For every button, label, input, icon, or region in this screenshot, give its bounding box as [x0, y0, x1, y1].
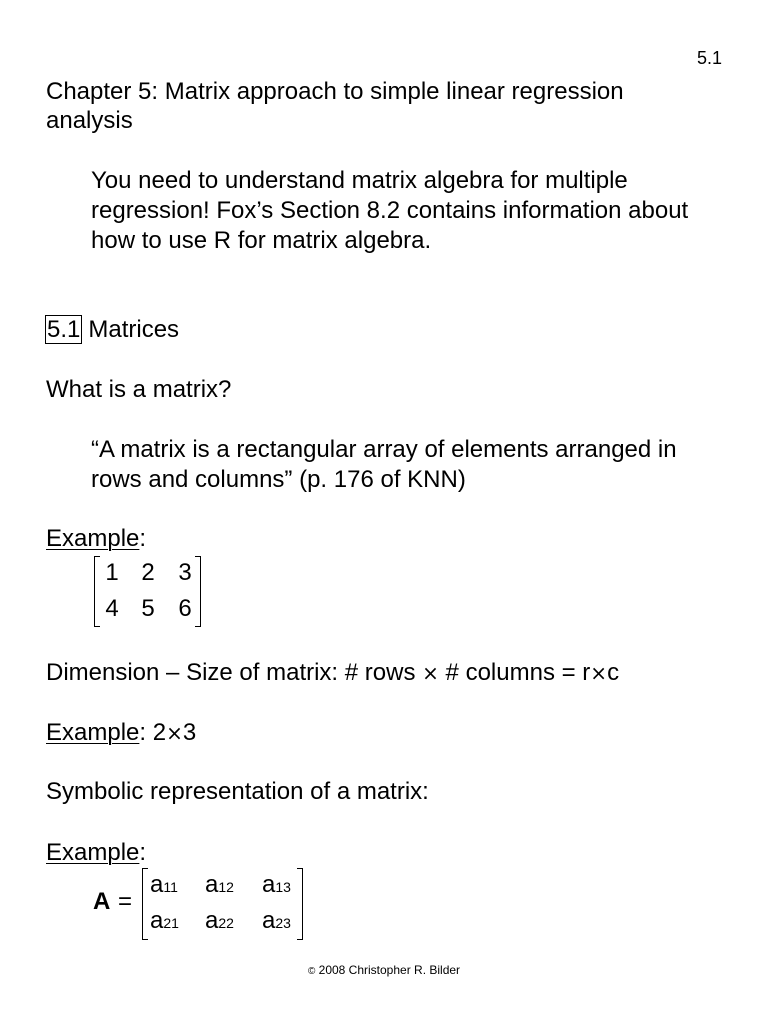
matrix-symbol-a: A: [93, 888, 111, 915]
example-label: Example: [46, 839, 140, 866]
quote-line-2: rows and columns” (p. 176 of KNN): [91, 466, 466, 493]
example-matrix: [94, 556, 201, 627]
section-number-box: 5.1: [47, 316, 81, 343]
matrix-element: a12: [205, 871, 234, 898]
example-label: Example: [46, 719, 140, 746]
times-symbol: ×: [166, 721, 183, 745]
example-2-suffix: 3: [182, 719, 197, 746]
section-title: Matrices: [88, 316, 180, 343]
matrix-element: a23: [262, 907, 291, 934]
copyright-icon: ©: [307, 966, 316, 977]
dimension-definition: [46, 658, 619, 688]
matrix-cell: 1: [105, 559, 119, 586]
symbolic-matrix: [142, 868, 303, 940]
matrix-left-bracket: [142, 868, 148, 940]
times-symbol: ×: [422, 661, 439, 685]
matrix-cell: 5: [141, 595, 155, 622]
matrix-element: a13: [262, 871, 291, 898]
matrix-element: a22: [205, 907, 234, 934]
times-symbol: ×: [590, 661, 608, 685]
example-colon: :: [139, 839, 147, 866]
matrix-element: a11: [150, 871, 178, 898]
chapter-title-line-1: Chapter 5: Matrix approach to simple linear regression: [46, 78, 624, 105]
symbolic-representation-text: Symbolic representation of a matrix:: [46, 778, 429, 805]
matrix-cell: 4: [105, 595, 119, 622]
question-text: What is a matrix?: [46, 376, 232, 403]
dimension-text-after: c: [607, 659, 620, 686]
example-colon: :: [139, 525, 147, 552]
copyright-footer: [0, 962, 768, 980]
example-2-prefix: : 2: [139, 719, 167, 746]
matrix-element: a21: [150, 907, 179, 934]
intro-line-2: regression! Fox’s Section 8.2 contains information about: [91, 197, 689, 224]
copyright-text: 2008 Christopher R. Bilder: [315, 963, 461, 977]
matrix-cell: 2: [141, 559, 155, 586]
example-heading-2: [46, 718, 196, 748]
page-number: 5.1: [696, 48, 722, 68]
quote-line-1: “A matrix is a rectangular array of elements arranged in: [91, 436, 677, 463]
matrix-cell: 3: [178, 559, 192, 586]
dimension-text-before: Dimension – Size of matrix: # rows: [46, 659, 423, 686]
matrix-left-bracket: [94, 556, 100, 627]
section-heading: [45, 315, 179, 345]
intro-line-1: You need to understand matrix algebra for multiple: [91, 167, 628, 194]
intro-line-3: how to use R for matrix algebra.: [91, 227, 432, 254]
matrix-right-bracket: [297, 868, 303, 940]
chapter-title-line-2: analysis: [46, 107, 133, 134]
example-label: Example: [46, 525, 140, 552]
example-heading-1: [46, 524, 146, 554]
example-heading-3: [46, 838, 146, 868]
equals-sign: =: [118, 888, 133, 915]
matrix-cell: 6: [178, 595, 192, 622]
dimension-text-middle: # columns = r: [438, 659, 591, 686]
